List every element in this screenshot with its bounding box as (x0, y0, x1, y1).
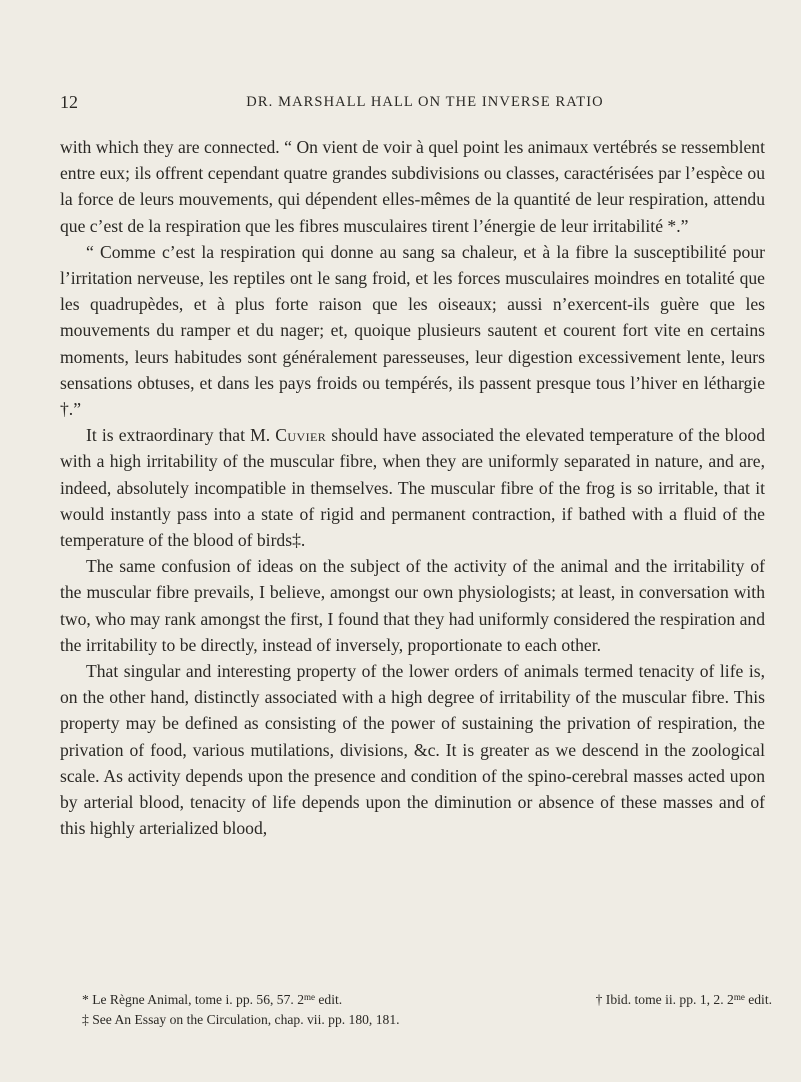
paragraph: “ Comme c’est la respiration qui donne au sang sa chaleur, et à la fibre la susceptibilité pour l’irritation nerveuse, les reptiles ont le sang froid, et les forces musculaires moindres en totalité que les quadrupèdes, et à plus forte raison que les oiseaux; aussi n’exercent-ils guère que les mouvements du ramper et du nager; et, quoique plusieurs sautent et courent fort vite en certains moments, leurs habitudes sont généralement paresseuses, leur digestion excessivement lente, leurs sensations obtuses, et dans les pays froids ou tempérés, ils passent presque tous l’hiver en léthargie †.” (60, 241, 765, 420)
paragraph (60, 422, 765, 553)
running-head: DR. MARSHALL HALL ON THE INVERSE RATIO (246, 94, 604, 110)
footnote-text: edit. (744, 992, 772, 1007)
body-text (60, 134, 765, 841)
footnote-2 (596, 990, 772, 1010)
paragraph: with which they are connected. “ On vient de voir à quel point les animaux vertébrés se ressemblent entre eux; ils offrent cependant quatre grandes subdivisions ou classes, caractérisées par l’espèce ou la force de leurs mouvements, qui dépendent elles-mêmes de la quantité de leur respiration, attendu que c’est de la respiration que les fibres musculaires tirent l’énergie de leur irritabilité *.” (60, 137, 765, 236)
paragraph: The same confusion of ideas on the subject of the activity of the animal and the irritability of the muscular fibre prevails, I believe, amongst our own physiologists; at least, in conversation with two, who may rank amongst the first, I found that they had uniformly considered the respiration and the irritability to be directly, instead of inversely, proportionate to each other. (60, 556, 765, 655)
footnote-row (82, 990, 772, 1010)
paragraph-text: It is extraordinary that M. (86, 425, 276, 446)
page-number: 12 (60, 92, 78, 112)
footnote-text: edit. (315, 992, 343, 1007)
superscript: me (733, 992, 745, 1002)
author-name: Cuvier (275, 425, 327, 446)
footnote-3: ‡ See An Essay on the Circulation, chap. vii. pp. 180, 181. (82, 1012, 400, 1027)
footnote-text: † Ibid. tome ii. pp. 1, 2. 2 (595, 992, 734, 1007)
paragraph: That singular and interesting property of the lower orders of animals termed tenacity of life is, on the other hand, distinctly associated with a high degree of irritability of the muscular fibre. This property may be defined as consisting of the power of sustaining the privation of respiration, the privation of food, various mutilations, divisions, &c. It is greater as we descend in the zoological scale. As activity depends upon the presence and condition of the spino-cerebral masses acted upon by arterial blood, tenacity of life depends upon the diminution or absence of these masses and of this highly arterialized blood, (60, 661, 765, 839)
page-header (60, 92, 760, 116)
superscript: me (304, 992, 315, 1002)
paragraph-text: should have associated the elevated temperature of the blood with a high irritability of the muscular fibre, when they are uniformly separated in nature, and are, indeed, absolutely incompatible in themselves. The muscular fibre of the frog is so irritable, that it would instantly pass into a state of rigid and permanent contraction, if bathed with a fluid of the temperature of the blood of birds‡. (60, 425, 765, 551)
footnotes (82, 990, 772, 1030)
footnote-text: * Le Règne Animal, tome i. pp. 56, 57. 2 (82, 992, 304, 1007)
footnote-1 (82, 990, 342, 1010)
